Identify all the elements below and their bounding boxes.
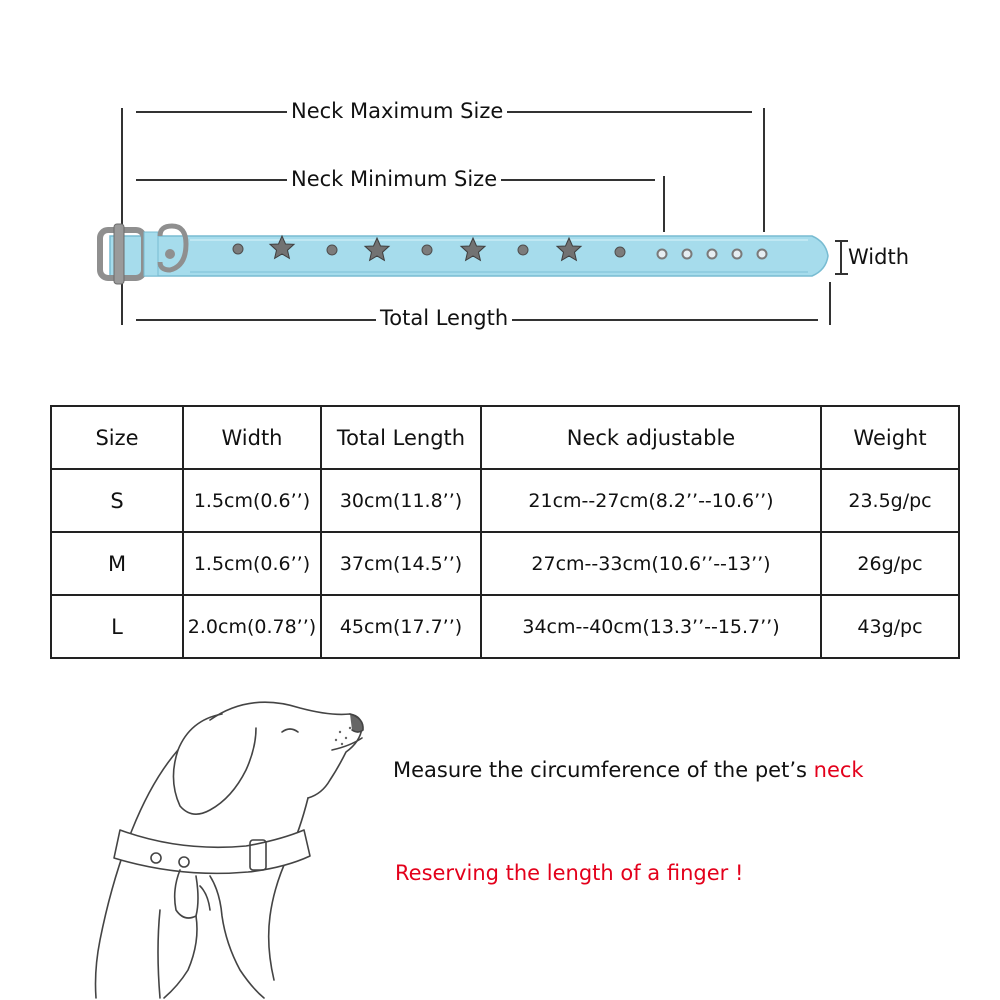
hand-outline [210,876,264,998]
header-neck-adjustable: Neck adjustable [481,406,821,469]
table-row [51,469,959,532]
cell-weight: 23.5g/pc [821,469,959,532]
adjustment-hole-icon [683,250,692,259]
finger-outline [175,870,198,918]
adjustment-hole-icon [733,250,742,259]
table-row [51,532,959,595]
measure-instruction [393,758,864,782]
cell-width: 1.5cm(0.6’’) [183,532,321,595]
adjustment-hole-icon [658,250,667,259]
finger-reserve-instruction: Reserving the length of a finger ! [395,861,744,885]
cell-weight: 26g/pc [821,532,959,595]
cell-weight: 43g/pc [821,595,959,658]
dog-measuring-illustration [60,680,390,1000]
rivet-icon [327,245,337,255]
cell-total-length: 45cm(17.7’’) [321,595,481,658]
dog-ear-outline [173,714,256,814]
hand-outline [164,916,197,998]
header-width: Width [183,406,321,469]
adjustment-hole-icon [708,250,717,259]
dog-back-outline [96,750,179,998]
cell-size: M [51,532,183,595]
neck-min-label: Neck Minimum Size [287,166,501,192]
rivet-icon [422,245,432,255]
cell-size: L [51,595,183,658]
rivet-icon [615,247,625,257]
dog-eye-icon [282,729,298,732]
dog-collar-outline [114,830,310,873]
header-weight: Weight [821,406,959,469]
cell-neck-adjustable: 34cm--40cm(13.3’’--15.7’’) [481,595,821,658]
table-row [51,595,959,658]
cell-total-length: 37cm(14.5’’) [321,532,481,595]
neck-max-label: Neck Maximum Size [287,98,507,124]
size-table [50,405,960,659]
rivet-icon [233,244,243,254]
dog-chest-outline [269,798,308,980]
header-total-length: Total Length [321,406,481,469]
measure-instruction-text: Measure the circumference of the pet’s [393,758,807,782]
dog-leg-outline [158,910,160,998]
finger-crease [200,886,210,910]
dog-head-outline [210,702,362,798]
cell-width: 1.5cm(0.6’’) [183,469,321,532]
cell-neck-adjustable: 27cm--33cm(10.6’’--13’’) [481,532,821,595]
cell-neck-adjustable: 21cm--27cm(8.2’’--10.6’’) [481,469,821,532]
cell-total-length: 30cm(11.8’’) [321,469,481,532]
cell-size: S [51,469,183,532]
dog-nose-icon [350,714,363,732]
neck-highlight: neck [813,758,864,782]
adjustment-hole-icon [758,250,767,259]
width-label: Width [848,245,910,269]
table-header-row [51,406,959,469]
rivet-icon [518,245,528,255]
dog-whisker-dots [335,727,351,745]
header-size: Size [51,406,183,469]
cell-width: 2.0cm(0.78’’) [183,595,321,658]
collar-diagram [0,0,1000,360]
total-length-label: Total Length [376,305,512,331]
